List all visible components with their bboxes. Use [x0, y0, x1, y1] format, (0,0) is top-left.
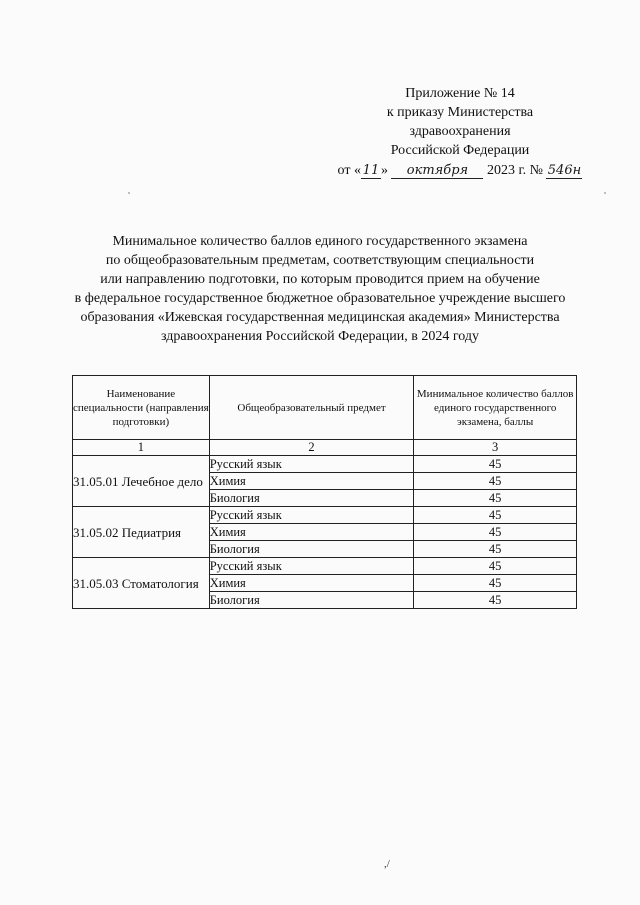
annex-number: Приложение № 14	[405, 86, 515, 101]
specialty-cell: 31.05.01 Лечебное дело	[73, 456, 210, 507]
score-cell: 45	[414, 541, 577, 558]
handwritten-day: 11	[362, 163, 380, 178]
subject-cell: Русский язык	[209, 456, 414, 473]
score-cell: 45	[414, 524, 577, 541]
table-header-row	[73, 376, 577, 440]
score-cell: 45	[414, 575, 577, 592]
annex-header	[330, 84, 590, 180]
subject-cell: Русский язык	[209, 507, 414, 524]
column-number-row: 1 2 3	[73, 440, 577, 456]
handwritten-order-number: 546н	[547, 163, 582, 178]
annex-ref-line-3: Российской Федерации	[390, 143, 530, 158]
score-cell: 45	[414, 592, 577, 609]
header-min-score: Минимальное количество баллов единого государственного экзамена, баллы	[414, 376, 577, 440]
scan-speck	[604, 192, 606, 194]
table-row	[73, 456, 577, 473]
score-cell: 45	[414, 473, 577, 490]
document-title: Минимальное количество баллов единого государственного экзамена по общеобразовательным предметам, соответствующим специальности или направлению подготовки, по которым проводится прием на обучение в федеральное государственное бюджетное образовательное учреждение высшего образования «Ижевская государственная медицинская академия» Министерства здравоохранения Российской Федерации, в 2024 году	[74, 234, 566, 344]
subject-cell: Биология	[209, 592, 414, 609]
handwritten-month: октября	[391, 163, 483, 179]
score-cell: 45	[414, 558, 577, 575]
subject-cell: Химия	[209, 524, 414, 541]
pen-mark: ,/	[384, 858, 390, 870]
table-row	[73, 507, 577, 524]
annex-ref-line-1: к приказу Министерства	[386, 105, 534, 120]
subject-cell: Химия	[209, 575, 414, 592]
score-cell: 45	[414, 456, 577, 473]
subject-cell: Биология	[209, 541, 414, 558]
scores-table	[72, 375, 577, 609]
score-cell: 45	[414, 490, 577, 507]
score-cell: 45	[414, 507, 577, 524]
subject-cell: Биология	[209, 490, 414, 507]
subject-cell: Химия	[209, 473, 414, 490]
annex-ref-line-2: здравоохранения	[409, 124, 511, 139]
table-row	[73, 558, 577, 575]
header-specialty: Наименование специальности (направления подготовки)	[73, 376, 210, 440]
header-subject: Общеобразовательный предмет	[209, 376, 414, 440]
specialty-cell: 31.05.02 Педиатрия	[73, 507, 210, 558]
specialty-cell: 31.05.03 Стоматология	[73, 558, 210, 609]
subject-cell: Русский язык	[209, 558, 414, 575]
scan-speck	[128, 192, 130, 194]
order-date-line: от « 11 » октября 2023 г. № 546н	[337, 163, 582, 178]
